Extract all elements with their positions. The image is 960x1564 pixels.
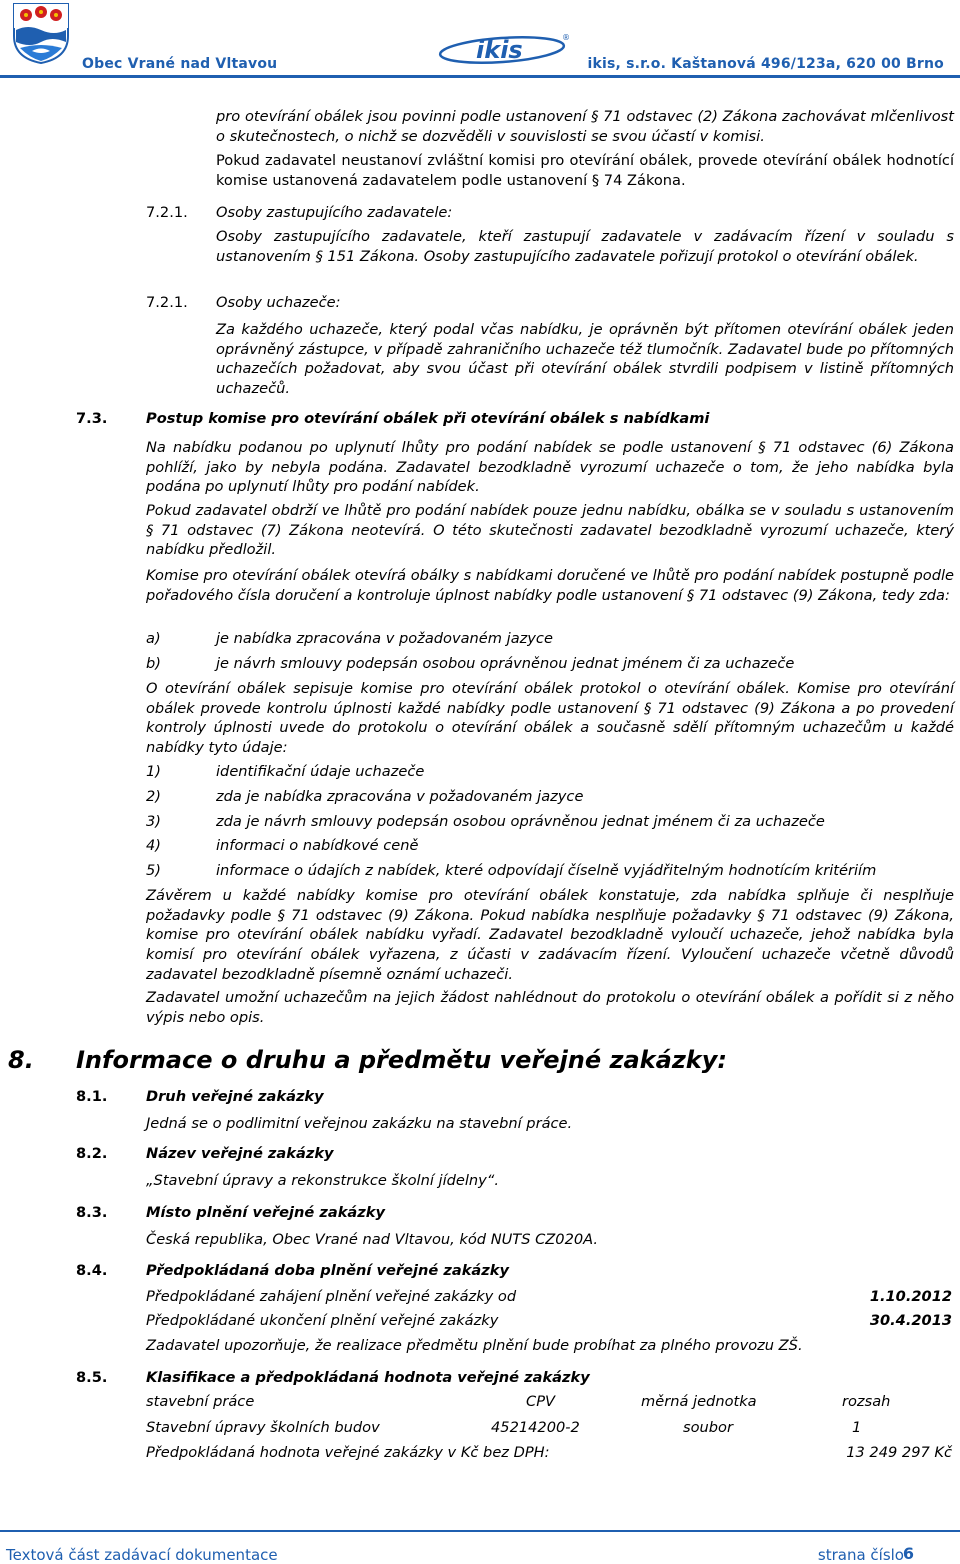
list-item: informaci o nabídkové ceně <box>216 837 419 854</box>
paragraph: Na nabídku podanou po uplynutí lhůty pro podání nabídek se podle ustanovení § 71 odstavec (6) Zákona pohlíží, jako by nebyla podána. Zadavatel bezodkladně vyrozumí uchazeče o tom, že jeho nabídka byla podána po uplynutí lhůty pro podání nabídek. <box>146 439 954 496</box>
start-date-value: 1.10.2012 <box>869 1288 952 1305</box>
footer-page-label: strana číslo <box>817 1546 904 1564</box>
section-title: Postup komise pro otevírání obálek při otevírání obálek s nabídkami <box>146 410 710 427</box>
paragraph: Zadavatel umožní uchazečům na jejich žádost nahlédnout do protokolu o otevírání obálek a pořídit si z něho výpis nebo opis. <box>146 989 954 1026</box>
ikis-logo-mark: ® <box>562 33 570 42</box>
chapter-number: 8. <box>8 1046 34 1074</box>
paragraph: Komise pro otevírání obálek otevírá obálky s nabídkami doručené ve lhůtě pro podání nabídek postupně podle pořadového čísla doručení a kontroluje úplnost nabídky podle ustanovení § 71 odstavec (9) Zákona, tedy zda: <box>146 567 954 604</box>
section-number: 8.2. <box>76 1145 108 1162</box>
section-text: Česká republika, Obec Vrané nad Vltavou, kód NUTS CZ020A. <box>146 1231 599 1248</box>
list-label: a) <box>146 630 161 647</box>
section-text: „Stavební úpravy a rekonstrukce školní jídelny“. <box>146 1172 500 1189</box>
table-cell: 45214200-2 <box>491 1419 580 1436</box>
list-label: 5) <box>146 862 161 879</box>
paragraph: O otevírání obálek sepisuje komise pro otevírání obálek protokol o otevírání obálek. Komise pro otevírání obálek provede kontrolu úplnosti každé nabídky podle ustanovení § 71 odstavec (9) Zákona a po provedení kontroly úplnosti uvede do protokolu o otevírání obálek a současně sdělí přítomným uchazečům u každé nabídky tyto údaje: <box>146 680 954 757</box>
ikis-logo-text: ikis <box>476 36 523 64</box>
section-title: Druh veřejné zakázky <box>146 1088 324 1105</box>
list-item: je návrh smlouvy podepsán osobou oprávněnou jednat jménem či za uchazeče <box>216 655 795 672</box>
section-text: Za každého uchazeče, který podal včas nabídku, je oprávněn být přítomen otevírání obálek jeden oprávněný zástupce, v případě zahraničního uchazeče též tlumočník. Zadavatel bude po přítomných uchazečích požadovat, aby svou účast při otevírání obálek stvrdili podpisem v listině přítomných uchazečů. <box>216 321 954 398</box>
section-title: Název veřejné zakázky <box>146 1145 334 1162</box>
list-item: zda je návrh smlouvy podepsán osobou oprávněnou jednat jménem či za uchazeče <box>216 813 825 830</box>
table-header-cell: měrná jednotka <box>641 1393 757 1410</box>
section-number: 8.5. <box>76 1369 108 1386</box>
schedule-note: Zadavatel upozorňuje, že realizace předmětu plnění bude probíhat za plného provozu ZŠ. <box>146 1337 803 1354</box>
paragraph: Pokud zadavatel obdrží ve lhůtě pro podání nabídek pouze jednu nabídku, obálka se v souladu s ustanovením § 71 odstavec (7) Zákona neotevírá. O této skutečnosti zadavatel bezodkladně vyrozumí uchazeče, který nabídku předložil. <box>146 502 954 559</box>
table-header-cell: stavební práce <box>146 1393 255 1410</box>
header-divider <box>0 75 960 78</box>
chapter-title: Informace o druhu a předmětu veřejné zakázky: <box>76 1046 728 1074</box>
header-municipality: Obec Vrané nad Vltavou <box>82 56 278 72</box>
table-header-cell: rozsah <box>842 1393 891 1410</box>
intro-paragraph-1: pro otevírání obálek jsou povinni podle ustanovení § 71 odstavec (2) Zákona zachovávat mlčenlivost o skutečnostech, o nichž se dozvěděli v souvislosti se svou účastí v komisi. <box>216 108 954 145</box>
list-item: identifikační údaje uchazeče <box>216 763 425 780</box>
list-item: informace o údajích z nabídek, které odpovídají číselně vyjádřitelným hodnotícím kritériím <box>216 862 877 879</box>
section-number: 8.3. <box>76 1204 108 1221</box>
ikis-logo <box>436 30 574 70</box>
table-cell: Stavební úpravy školních budov <box>146 1419 380 1436</box>
list-item: zda je nabídka zpracována v požadovaném jazyce <box>216 788 584 805</box>
municipality-crest-logo <box>12 2 70 64</box>
table-header-cell: CPV <box>526 1393 555 1410</box>
section-title: Osoby uchazeče: <box>216 294 341 311</box>
end-date-label: Předpokládané ukončení plnění veřejné zakázky <box>146 1312 499 1329</box>
paragraph: Závěrem u každé nabídky komise pro otevírání obálek konstatuje, zda nabídka splňuje či nesplňuje požadavky podle § 71 odstavec (9) Zákona. Pokud nabídka nesplňuje požadavky § 71 odstavec (9) Zákona, komise pro otevírání obálek nabídku vyřadí. Zadavatel bezodkladně vyloučí uchazeče, jehož nabídka byla komisí pro otevírání obálek vyřazena, z účasti v zadávacím řízení. Vyloučení uchazeče včetně důvodů zadavatel bezodkladně písemně oznámí uchazeči. <box>146 887 954 983</box>
section-title: Předpokládaná doba plnění veřejné zakázky <box>146 1262 509 1279</box>
estimated-value-label: Předpokládaná hodnota veřejné zakázky v Kč bez DPH: <box>146 1444 550 1461</box>
section-number: 7.3. <box>76 410 108 427</box>
footer-page-number: 6 <box>902 1544 914 1563</box>
section-number: 8.4. <box>76 1262 108 1279</box>
section-number: 8.1. <box>76 1088 108 1105</box>
list-item: je nabídka zpracována v požadovaném jazyce <box>216 630 553 647</box>
list-label: 2) <box>146 788 161 805</box>
list-label: 3) <box>146 813 161 830</box>
footer-divider <box>0 1530 960 1532</box>
section-number: 7.2.1. <box>146 294 188 311</box>
table-cell: 1 <box>852 1419 862 1436</box>
list-label: 1) <box>146 763 161 780</box>
section-title: Klasifikace a předpokládaná hodnota veřejné zakázky <box>146 1369 590 1386</box>
section-number: 7.2.1. <box>146 204 188 221</box>
intro-paragraph-2: Pokud zadavatel neustanoví zvláštní komisi pro otevírání obálek, provede otevírání obálek hodnotící komise ustanovená zadavatelem podle ustanovení § 74 Zákona. <box>216 152 954 189</box>
section-text: Osoby zastupujícího zadavatele, kteří zastupují zadavatele v zadávacím řízení v souladu s ustanovením § 151 Zákona. Osoby zastupujícího zadavatele pořizují protokol o otevírání obálek. <box>216 228 954 265</box>
estimated-value: 13 249 297 Kč <box>846 1444 952 1461</box>
table-cell: soubor <box>683 1419 733 1436</box>
footer-document-title: Textová část zadávací dokumentace <box>6 1546 278 1564</box>
section-title: Osoby zastupujícího zadavatele: <box>216 204 453 221</box>
list-label: 4) <box>146 837 161 854</box>
header-company-address: ikis, s.r.o. Kaštanová 496/123a, 620 00 Brno <box>587 56 944 72</box>
list-label: b) <box>146 655 161 672</box>
section-text: Jedná se o podlimitní veřejnou zakázku na stavební práce. <box>146 1115 573 1132</box>
end-date-value: 30.4.2013 <box>869 1312 952 1329</box>
section-title: Místo plnění veřejné zakázky <box>146 1204 385 1221</box>
start-date-label: Předpokládané zahájení plnění veřejné zakázky od <box>146 1288 517 1305</box>
